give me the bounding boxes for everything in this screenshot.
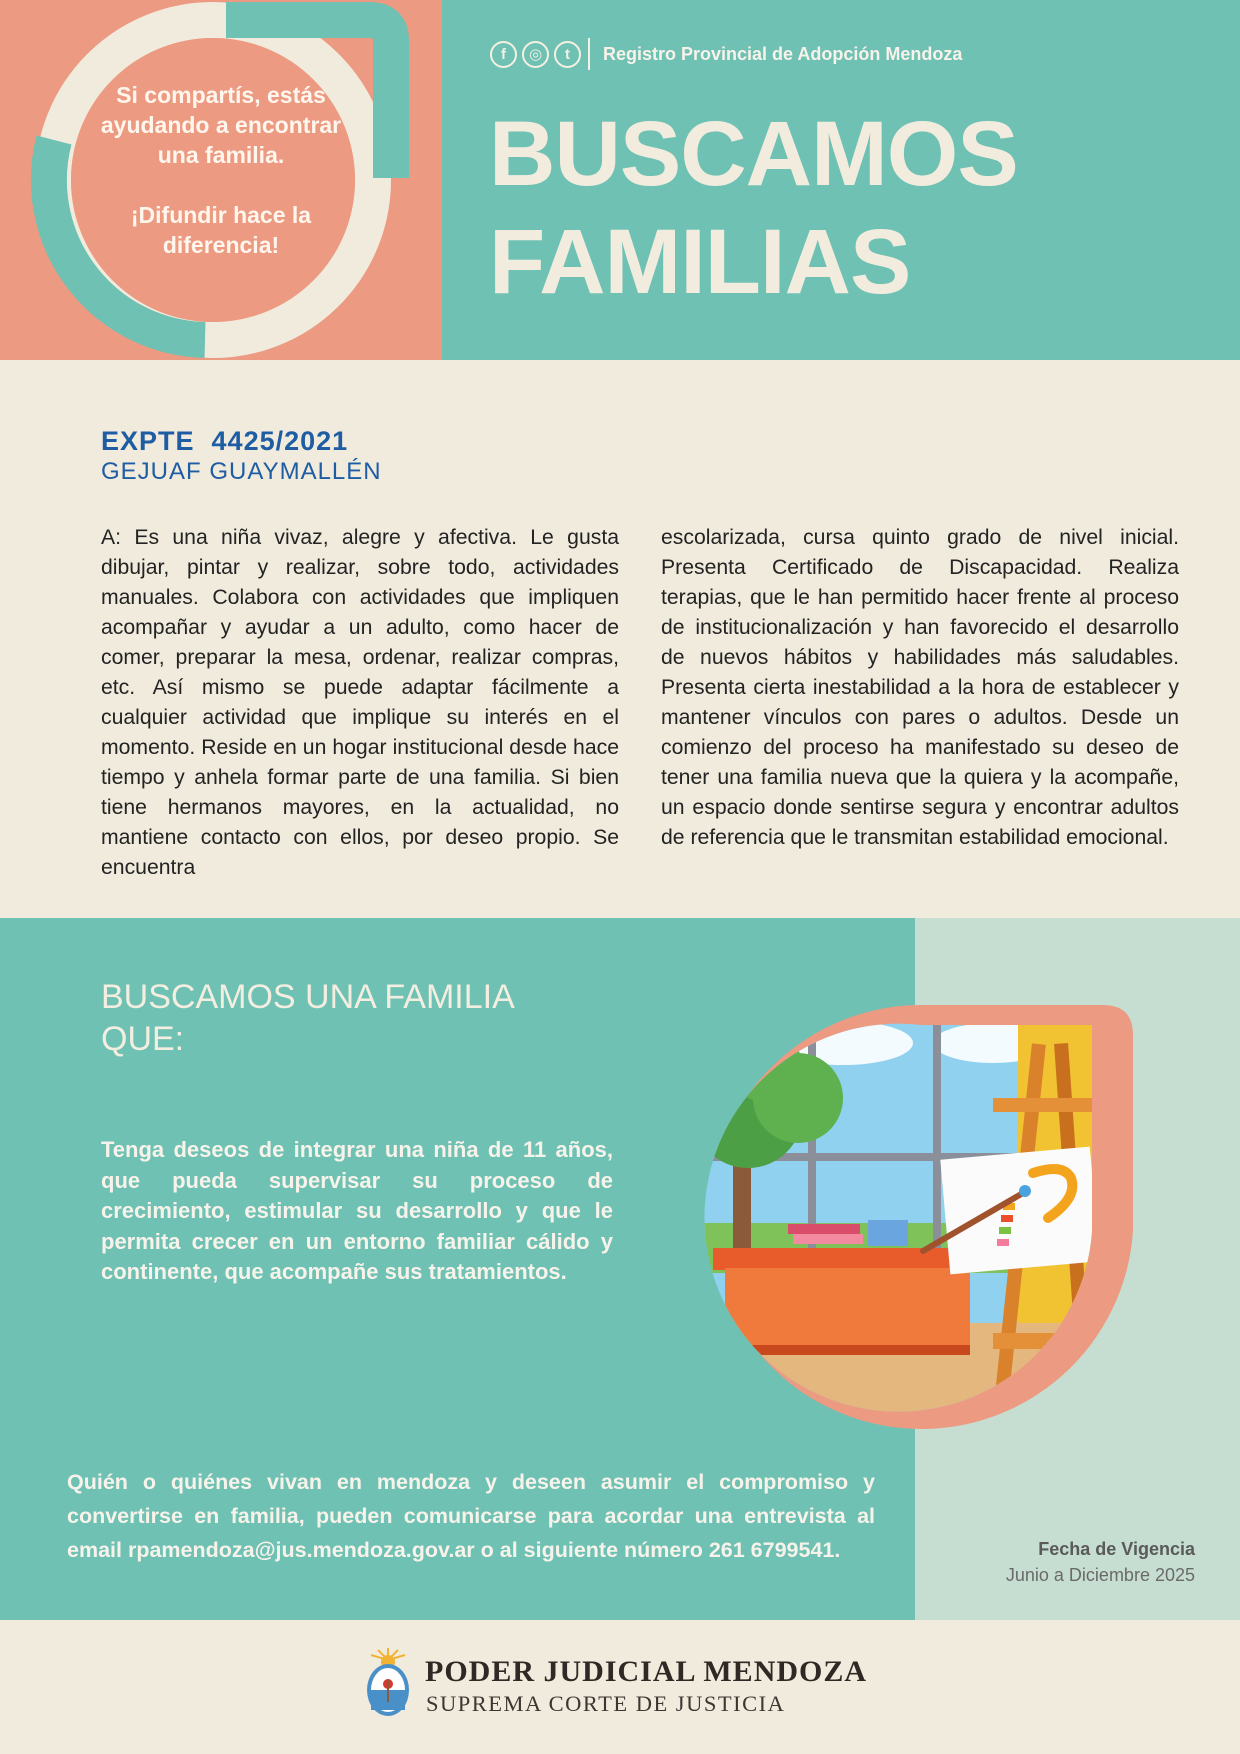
header-share-panel <box>0 0 442 360</box>
instagram-icon[interactable]: ◎ <box>522 41 549 68</box>
contact-text: Quién o quiénes vivan en mendoza y deseen asumir el compromiso y convertirse en familia, pueden comunicarse para acordar una entrevista al email rpamendoza@jus.mendoza.gov.ar o al siguiente número 261 6799541. <box>67 1470 875 1562</box>
art-room-illustration <box>693 1003 1135 1443</box>
page-title <box>489 100 1018 316</box>
description-column-1 <box>101 523 619 883</box>
family-requirements <box>101 1135 613 1288</box>
case-number: EXPTE 4425/2021 <box>101 426 349 456</box>
page-title-line-1: BUSCAMOS <box>489 103 1018 205</box>
validity-value: Junio a Diciembre 2025 <box>1005 1565 1195 1585</box>
description-text-2: escolarizada, cursa quinto grado de nivel inicial. Presenta Certificado de Discapacidad. Realiza terapias, que le han permitido hacer frente al proceso de institucionalización y han favorecido el desarrollo de nuevos hábitos y habilidades más saludables. Presenta cierta inestabilidad a la hora de establecer y mantener vínculos con pares o adultos. Desde un comienzo del proceso ha manifestado su deseo de tener una familia nueva que la quiera y la acompañe, un espacio donde sentirse segura y encontrar adultos de referencia que le transmitan estabilidad emocional. <box>661 526 1179 849</box>
social-divider <box>588 38 590 70</box>
court-name: GEJUAF GUAYMALLÉN <box>101 458 382 485</box>
contact-info <box>67 1465 875 1567</box>
description-text-1: A: Es una niña vivaz, alegre y afectiva. Le gusta dibujar, pintar y realizar, sobre todo, actividades manuales. Colabora con actividades que impliquen acompañar y ayudar a un adulto, como hacer de comer, preparar la mesa, ordenar, realizar compras, etc. Así mismo se puede adaptar fácilmente a cualquier actividad que implique su interés en el momento. Reside en un hogar institucional desde hace tiempo y anhela formar parte de una familia. Si bien tiene hermanos mayores, en la actualidad, no mantiene contacto con ellos, por deseo propio. Se encuentra <box>101 526 619 879</box>
validity-label: Fecha de Vigencia <box>1038 1539 1195 1559</box>
institution-name: PODER JUDICIAL MENDOZA <box>425 1655 868 1688</box>
coat-of-arms-icon <box>362 1646 414 1720</box>
page-title-line-2: FAMILIAS <box>489 211 911 313</box>
description-column-2 <box>661 523 1179 853</box>
family-requirements-text: Tenga deseos de integrar una niña de 11 años, que pueda supervisar su proceso de crecimiento, estimular su desarrollo y que le permita crecer en un entorno familiar cálido y continente, que acompañe sus tratamientos. <box>101 1137 613 1284</box>
facebook-icon[interactable]: f <box>490 41 517 68</box>
org-name: Registro Provincial de Adopción Mendoza <box>603 43 963 64</box>
twitter-icon[interactable]: t <box>554 41 581 68</box>
institution-subtitle: SUPREMA CORTE DE JUSTICIA <box>426 1691 786 1716</box>
share-line-2: ¡Difundir hace la diferencia! <box>130 202 312 258</box>
share-message <box>95 80 347 260</box>
social-bar <box>490 38 962 70</box>
share-line-1: Si compartís, estás ayudando a encontrar una familia. <box>100 82 342 168</box>
family-title: BUSCAMOS UNA FAMILIA QUE: <box>101 978 513 1058</box>
